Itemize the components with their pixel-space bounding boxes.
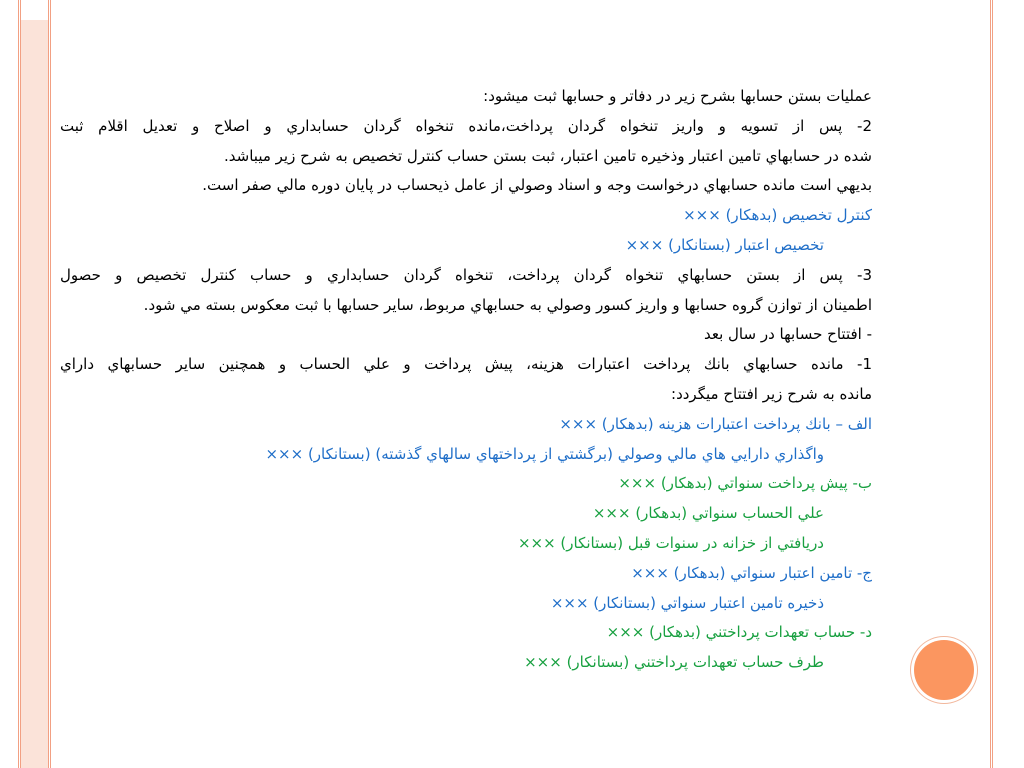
entry-credit-line: طرف حساب تعهدات پرداختني (بستانكار) ×××: [524, 653, 824, 672]
entry-debit-line: كنترل تخصيص (بدهكار) ×××: [683, 206, 872, 225]
left-border-line: [48, 0, 49, 768]
text-line-11: مانده به شرح زير افتتاح ميگردد:: [671, 384, 872, 403]
right-border-line: [992, 0, 993, 768]
text-line-7: 3- پس از بستن حسابهاي تنخواه گردان پرداخت، تنخواه گردان حسابداري و حساب كنترل تخصيص و حصول: [60, 265, 872, 284]
entry-debit-line: علي الحساب سنواتي (بدهكار) ×××: [592, 504, 824, 523]
text-line-2: 2- پس از تسويه و واريز تنخواه گردان پرداخت،مانده تنخواه گردان حسابداري و اصلاح و تعديل اقلام ثبت: [60, 116, 872, 135]
slide-body-text: [60, 82, 872, 678]
entry-debit-line: الف – بانك پرداخت اعتبارات هزينه (بدهكار) ×××: [559, 414, 872, 433]
entry-credit-line: تخصيص اعتبار (بستانكار) ×××: [625, 235, 824, 254]
text-line-10: 1- مانده حسابهاي بانك پرداخت اعتبارات هزينه، پيش پرداخت و علي الحساب و همچنين ساير حسابهاي داراي: [60, 355, 872, 374]
text-line-4: بديهي است مانده حسابهاي درخواست وجه و اسناد وصولي از عامل ذيحساب در پايان دوره مالي صفر است.: [202, 176, 872, 195]
entry-debit-line: ج- تامين اعتبار سنواتي (بدهكار) ×××: [631, 563, 872, 582]
left-border-line: [20, 0, 21, 768]
left-border-line: [18, 0, 19, 768]
text-line-3: شده در حسابهاي تامين اعتبار وذخيره تامين اعتبار، ثبت بستن حساب كنترل تخصيص به شرح زير ميباشد.: [224, 146, 872, 165]
text-line-1: عمليات بستن حسابها بشرح زير در دفاتر و حسابها ثبت ميشود:: [483, 87, 872, 105]
left-decorative-band: [20, 20, 48, 768]
entry-credit-line: دريافتي از خزانه در سنوات قبل (بستانكار) ×××: [517, 533, 824, 552]
entry-credit-line: ذخيره تامين اعتبار سنواتي (بستانكار) ×××: [550, 593, 824, 612]
text-line-8: اطمينان از توازن گروه حسابها و واريز كسور وصولي به حسابهاي مربوط، ساير حسابها با ثبت معكوس بسته مي شود.: [143, 295, 872, 314]
decorative-circle: [914, 640, 974, 700]
left-border-line: [50, 0, 51, 768]
section-heading: - افتتاح حسابها در سال بعد: [703, 325, 872, 344]
entry-credit-line: واگذاري دارايي هاي مالي وصولي (برگشتي از پرداختهاي سالهاي گذشته) (بستانكار) ×××: [265, 444, 824, 463]
entry-debit-line: ب- پيش پرداخت سنواتي (بدهكار) ×××: [618, 474, 872, 493]
entry-debit-line: د- حساب تعهدات پرداختني (بدهكار) ×××: [606, 623, 872, 642]
right-border-line: [990, 0, 991, 768]
